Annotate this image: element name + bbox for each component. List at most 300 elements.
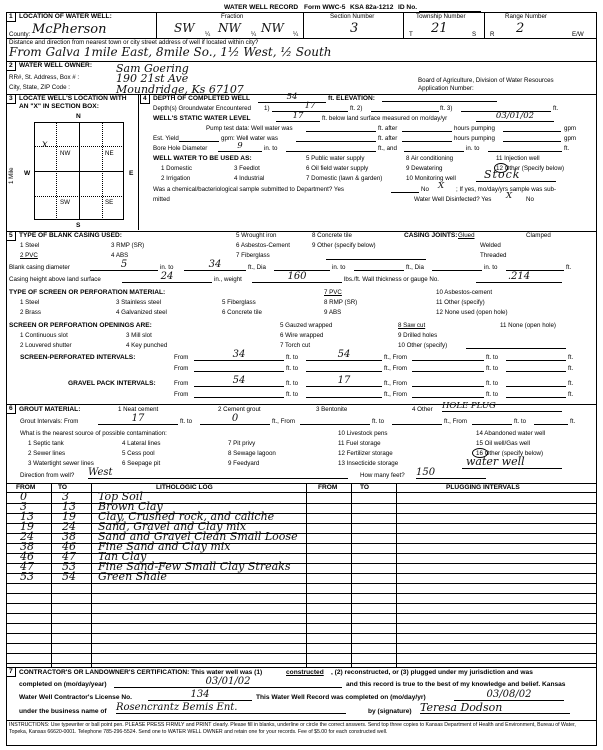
owner-name: Sam Goering: [116, 62, 189, 75]
water-well-record-form: [6, 4, 597, 746]
certification-label-2: , (2) reconstructed, or (3) plugged under my jurisdiction and was: [331, 669, 533, 676]
openings-label: SCREEN OR PERFORATION OPENINGS ARE:: [9, 322, 152, 329]
business-name: Rosencrantz Bemis Ent.: [116, 702, 346, 714]
casing-height: 24: [122, 271, 212, 283]
static-level-mid: ft. below land surface measured on mo/day/yr: [322, 115, 448, 122]
use-4: 4 Industrial: [234, 175, 265, 182]
feet-value: 150: [416, 467, 486, 479]
pump-gpm: gpm: [564, 125, 577, 132]
perf-ft: ft.: [568, 354, 574, 361]
disinfected-label: Water Well Disinfected? Yes: [414, 196, 492, 203]
casing-2: 2 PVC: [20, 252, 38, 259]
pump-after: ft. after: [378, 125, 398, 132]
gravel-from: 54: [194, 375, 284, 387]
completed-label: completed on (mo/day/year): [19, 681, 107, 688]
log-to-cell: 54: [62, 570, 76, 583]
divider: [354, 270, 404, 271]
grout-to-label-3: ft. to: [514, 418, 527, 425]
divider: [156, 12, 157, 38]
compass-n: N: [76, 113, 81, 120]
plug-from-header: FROM: [318, 484, 338, 491]
record-completed-date: 03/08/02: [454, 689, 564, 701]
opening-8: 8 Saw cut: [398, 322, 426, 329]
certification-constructed: constructed: [286, 669, 324, 676]
log-description-cell: Sand, Gravel and Clay mix: [98, 520, 247, 533]
form-number: Form WWC-5: [304, 4, 346, 11]
contam-11: 11 Fuel storage: [338, 440, 381, 447]
location-x-mark: x: [42, 139, 48, 150]
contam-6: 6 Seepage pit: [122, 460, 161, 467]
divider: [286, 151, 376, 152]
direction-label: Direction from well?: [20, 472, 75, 479]
screen-4: 4 Galvanized steel: [116, 309, 167, 316]
divider: [6, 492, 597, 493]
county-label: County:: [9, 31, 31, 38]
contam-16: 16 Other (specify below): [476, 450, 544, 457]
perf-from-label-2: From: [174, 365, 189, 372]
log-to-cell: 46: [62, 540, 76, 553]
gw-2-label: ft. 2): [350, 105, 363, 112]
divider: [306, 371, 382, 372]
divider: [412, 360, 484, 361]
perf-ft-2: ft.: [568, 365, 574, 372]
casing-9: 9 Other (specify below): [312, 242, 376, 249]
log-from-cell: 19: [20, 520, 34, 533]
county-value: McPherson: [32, 22, 107, 37]
city-label: City, State, ZIP Code :: [9, 84, 70, 91]
screen-12: 12 None used (open hole): [436, 309, 508, 316]
gravel-ft: ft.: [568, 380, 574, 387]
contam-10: 10 Livestock pens: [338, 430, 388, 437]
section-1-number: 1: [9, 13, 13, 20]
depth-value: 54: [258, 93, 326, 103]
license-label: Water Well Contractor's License No.: [19, 694, 132, 701]
perforated-intervals-label: SCREEN-PERFORATED INTERVALS:: [20, 354, 136, 361]
contam-7: 7 Pit privy: [228, 440, 256, 447]
log-row-line: [6, 533, 597, 534]
screen-1: 1 Steel: [20, 299, 40, 306]
log-row-line: [6, 513, 597, 514]
business-label: under the business name of: [19, 708, 107, 715]
divider: [432, 270, 482, 271]
log-from-cell: 38: [20, 540, 34, 553]
casing-7: 7 Fiberglass: [236, 252, 270, 259]
log-description-cell: Sand and Gravel Clean Small Loose: [98, 530, 298, 543]
range-prefix: R: [490, 31, 495, 38]
id-label: ID No.: [398, 4, 418, 11]
how-many-feet-label: How many feet?: [360, 472, 405, 479]
divider: [300, 424, 370, 425]
quarter-1: ¼: [205, 31, 211, 38]
section-number-label: Section Number: [330, 13, 375, 20]
plugging-intervals-header: PLUGGING INTERVALS: [446, 484, 520, 491]
signature: Teresa Dodson: [420, 702, 570, 714]
log-description-cell: Top Soil: [98, 490, 143, 503]
perf-to-label-3: ft. to: [286, 365, 299, 372]
divider: [194, 397, 284, 398]
owner-city: Moundridge, Ks 67107: [116, 83, 244, 96]
screen-10: 10 Asbestos-cement: [436, 289, 493, 296]
screen-8: 8 RMP (SR): [324, 299, 358, 306]
blank-depth: 34: [184, 259, 246, 271]
perf-ft-from: ft., From: [384, 354, 408, 361]
quadrant-nw: NW: [60, 150, 71, 157]
joint-clamped: Clamped: [526, 232, 551, 239]
completed-date: 03/01/02: [114, 676, 342, 688]
use-label: WELL WATER TO BE USED AS:: [153, 155, 252, 162]
ksa-ref: KSA 82a-1212: [350, 4, 394, 11]
divider: [506, 371, 566, 372]
casing-height-label: Casing height above land surface: [9, 276, 101, 283]
section-3-number: 3: [9, 95, 13, 102]
opening-3: 3 Mill slot: [126, 332, 152, 339]
blank-ft-dia: ft., Dia: [248, 264, 266, 271]
divider: [102, 122, 103, 220]
perf-to-label-2: ft. to: [486, 354, 499, 361]
gravel-ft-from: ft., From: [384, 380, 408, 387]
casing-6: 6 Asbestos-Cement: [236, 242, 290, 249]
contam-1: 1 Septic tank: [28, 440, 64, 447]
divider: [472, 424, 512, 425]
quadrant-sw: SW: [60, 199, 70, 206]
lithologic-log-header: LITHOLOGIC LOG: [156, 484, 213, 491]
grout-from: 17: [98, 413, 178, 425]
use-6: 6 Oil field water supply: [306, 165, 369, 172]
use-9: 9 Dewatering: [406, 165, 443, 172]
static-level-date: 03/01/02: [476, 112, 554, 122]
pump-test-label: Pump test data: Well water was: [206, 125, 293, 132]
log-to-cell: 19: [62, 510, 76, 523]
owner-label: WATER WELL OWNER:: [19, 62, 93, 69]
contam-4: 4 Lateral lines: [122, 440, 161, 447]
gravel-to-label-2: ft. to: [486, 380, 499, 387]
yield-label: Est. Yield: [153, 135, 179, 142]
yield-gpm: gpm: [564, 135, 577, 142]
contam-5: 5 Cess pool: [122, 450, 155, 457]
divider: [179, 141, 219, 142]
divider: [296, 141, 376, 142]
divider: [412, 386, 484, 387]
contam-14: 14 Abandoned water well: [476, 430, 546, 437]
application-number-label: Application Number:: [418, 85, 474, 92]
groundwater-label: Depth(s) Groundwater Encountered: [153, 105, 252, 112]
divider: [404, 151, 464, 152]
grout-intervals-label: Grout Intervals: From: [20, 418, 79, 425]
yield-hours: hours pumping: [454, 135, 495, 142]
quadrant-se: SE: [105, 199, 114, 206]
log-to-cell: 3: [62, 490, 69, 503]
bore-ft-2: ft.: [564, 145, 570, 152]
section-6-number: 6: [9, 405, 13, 412]
divider: [506, 397, 566, 398]
casing-label: TYPE OF BLANK CASING USED:: [19, 232, 122, 239]
section-2-number: 2: [9, 62, 13, 69]
log-description-cell: Fine Sand and Clay mix: [98, 540, 231, 553]
depth-label: DEPTH OF COMPLETED WELL: [153, 95, 251, 102]
divider: [6, 61, 597, 62]
divider: [506, 360, 566, 361]
blank-in-to: in. to: [160, 264, 174, 271]
divider: [488, 151, 562, 152]
log-description-cell: Clay, Crushed rock, and caliche: [98, 510, 275, 523]
divider: [412, 371, 484, 372]
divider: [402, 131, 452, 132]
fraction-1: SW: [174, 21, 195, 35]
divider: [412, 397, 484, 398]
quarter-3: ¼: [293, 31, 299, 38]
divider: [503, 141, 561, 142]
grout-label: GROUT MATERIAL:: [19, 406, 81, 413]
record-true-label: and this record is true to the best of my knowledge and belief. Kansas: [346, 681, 566, 688]
log-row-line: [6, 643, 597, 644]
log-to-cell: 38: [62, 530, 76, 543]
divider: [306, 131, 376, 132]
gravel-from-label: From: [174, 380, 189, 387]
direction-value: West: [88, 467, 348, 479]
divider: [91, 483, 92, 667]
bore-ft-and: ft., and: [378, 145, 397, 152]
fraction-3: NW: [261, 21, 284, 35]
contam-12: 12 Fertilizer storage: [338, 450, 393, 457]
quadrant-ne: NE: [105, 150, 114, 157]
bore-label: Bore Hole Diameter: [153, 145, 208, 152]
log-from-header: FROM: [16, 484, 36, 491]
divider: [396, 483, 397, 667]
address-label: RR#, St. Address, Box # :: [9, 74, 80, 81]
grout-1: 1 Neat cement: [118, 406, 159, 413]
fraction-2: NW: [218, 21, 241, 35]
gravel-to: 17: [306, 375, 382, 387]
range-number: 2: [516, 21, 525, 36]
use-5: 5 Public water supply: [306, 155, 365, 162]
casing-weight: 160: [252, 271, 342, 283]
yield-mid: gpm: Well water was: [221, 135, 278, 142]
static-level-label: WELL'S STATIC WATER LEVEL: [153, 115, 251, 122]
use-8: 8 Air conditioning: [406, 155, 454, 162]
township-prefix: T: [409, 31, 413, 38]
screen-material-label: TYPE OF SCREEN OR PERFORATION MATERIAL:: [9, 289, 166, 296]
yield-after: ft. after: [378, 135, 398, 142]
gw-end: ft.: [553, 105, 559, 112]
grout-to: 0: [200, 413, 270, 425]
screen-3: 3 Stainless steel: [116, 299, 162, 306]
opening-7: 7 Torch cut: [280, 342, 311, 349]
blank-in-to-3: in. to: [484, 264, 498, 271]
contam-2: 2 Sewer lines: [28, 450, 66, 457]
log-from-cell: 24: [20, 530, 34, 543]
log-row-line: [6, 563, 597, 564]
contam-8: 8 Sewage lagoon: [228, 450, 276, 457]
casing-8: 8 Concrete tile: [312, 232, 352, 239]
divider: [506, 386, 566, 387]
log-row-line: [6, 623, 597, 624]
blank-ft-dia-2: ft., Dia: [406, 264, 424, 271]
divider: [34, 171, 124, 172]
casing-3: 3 RMP (SR): [111, 242, 145, 249]
grout-ft: ft.: [570, 418, 576, 425]
contam-15: 15 Oil well/Gas well: [476, 440, 530, 447]
divider: [503, 131, 561, 132]
elevation-label: ft. ELEVATION:: [328, 95, 376, 102]
contamination-label: What is the nearest source of possible contamination:: [20, 430, 167, 437]
compass-e: E: [129, 170, 134, 177]
divider: [56, 122, 57, 220]
gravel-to-label-4: ft. to: [486, 391, 499, 398]
log-to-cell: 13: [62, 500, 76, 513]
use-11: 11 Injection well: [496, 155, 540, 162]
log-row-line: [6, 593, 597, 594]
gravel-from-label-2: From: [174, 391, 189, 398]
quarter-2: ¼: [251, 31, 257, 38]
locate-label: LOCATE WELL'S LOCATION WITH: [19, 95, 127, 102]
divider: [476, 181, 556, 182]
instructions: INSTRUCTIONS: Use typewriter or ball point pen. PLEASE PRESS FIRMLY and PRINT clearly. Please fill in blanks, underline or circle the correct answers. Send top three copies to Kansas Department of Health and Environment, Bureau of Water, Topeka, Kansas 66620-0001. Telephone 785-296-5524. Send one to WATER WELL OWNER and retain one for your records. Fee of $5.00 for each constructed well.: [9, 722, 576, 735]
divider: [402, 141, 452, 142]
fraction-label: Fraction: [221, 13, 244, 20]
static-level: 17: [276, 112, 320, 122]
plug-to-header: TO: [360, 484, 370, 491]
disinfected-no: No: [526, 196, 534, 203]
log-from-cell: 53: [20, 570, 34, 583]
contam-9: 9 Feedyard: [228, 460, 260, 467]
signature-label: by (signature): [368, 708, 412, 715]
divider: [34, 196, 124, 197]
distance-label: Distance and direction from nearest town or city street address of well if located within city?: [9, 39, 259, 46]
contam-13: 13 Insecticide storage: [338, 460, 399, 467]
gravel-ft-2: ft.: [568, 391, 574, 398]
joint-welded: Welded: [480, 242, 501, 249]
divider: [403, 12, 404, 38]
blank-in-to-2: in. to: [332, 264, 346, 271]
divider: [138, 94, 139, 230]
compass-s: S: [76, 222, 81, 229]
log-from-cell: 3: [20, 500, 27, 513]
perf-to: 54: [306, 349, 382, 361]
casing-5: 5 Wrought iron: [236, 232, 277, 239]
screen-11: 11 Other (specify): [436, 299, 485, 306]
grout-other-value: HOLE PLUG: [442, 402, 562, 412]
divider: [6, 667, 597, 668]
divider: [326, 259, 426, 260]
grout-ft-from: ft., From: [272, 418, 296, 425]
mile-label: 1 Mile: [8, 167, 15, 184]
opening-2: 2 Louvered shutter: [20, 342, 72, 349]
chem-ifyes: ; If yes, mo/day/yrs sample was sub-: [456, 186, 557, 193]
screen-9: 9 ABS: [324, 309, 342, 316]
form-title: WATER WELL RECORD: [224, 4, 299, 11]
certification-label: CONTRACTOR'S OR LANDOWNER'S CERTIFICATION: This water well was (1): [19, 669, 263, 676]
groundwater-1: 17: [272, 102, 348, 112]
perf-from: 34: [194, 349, 284, 361]
log-row-line: [6, 663, 597, 664]
chem-no-x: X: [438, 181, 445, 191]
gravel-to-label-3: ft. to: [286, 391, 299, 398]
gw-3-label: ft. 3): [440, 105, 453, 112]
perf-ft-from-2: ft., From: [384, 365, 408, 372]
log-from-cell: 47: [20, 560, 34, 573]
divider: [391, 192, 419, 193]
log-from-cell: 13: [20, 510, 34, 523]
divider: [306, 483, 307, 667]
screen-2: 2 Brass: [20, 309, 41, 316]
range-suffix: E/W: [572, 31, 584, 38]
section-5-number: 5: [9, 232, 13, 239]
joint-threaded: Threaded: [480, 252, 507, 259]
use-10: 10 Monitoring well: [406, 175, 456, 182]
divider: [306, 397, 382, 398]
divider: [534, 424, 568, 425]
log-to-cell: 47: [62, 550, 76, 563]
contam-3: 3 Watertight sewer lines: [28, 460, 94, 467]
bore-in-to: in. to: [264, 145, 278, 152]
bore-in-to-2: in. to: [466, 145, 480, 152]
opening-4: 4 Key punched: [126, 342, 168, 349]
log-from-cell: 46: [20, 550, 34, 563]
screen-7: 7 PVC: [324, 289, 342, 296]
grout-4: 4 Other: [412, 406, 433, 413]
log-description-cell: Brown Clay: [98, 500, 163, 513]
log-row-line: [6, 523, 597, 524]
log-from-cell: 0: [20, 490, 27, 503]
log-row-line: [6, 613, 597, 614]
opening-5: 5 Gauzed wrapped: [280, 322, 333, 329]
log-to-cell: 53: [62, 560, 76, 573]
mitted-label: mitted: [153, 196, 170, 203]
grout-to-label-2: ft. to: [372, 418, 385, 425]
opening-1: 1 Continuous slot: [20, 332, 68, 339]
log-row-line: [6, 573, 597, 574]
use-1: 1 Domestic: [161, 165, 192, 172]
joints-label: CASING JOINTS:: [404, 232, 458, 239]
log-description-cell: Green Shale: [98, 570, 167, 583]
divider: [51, 483, 52, 667]
gravel-ft-from-2: ft., From: [384, 391, 408, 398]
log-row-line: [6, 653, 597, 654]
chem-no-label: No: [421, 186, 429, 193]
log-row-line: [6, 553, 597, 554]
opening-9: 9 Drilled holes: [398, 332, 438, 339]
township-label: Township Number: [416, 13, 466, 20]
location-label: LOCATION OF WATER WELL:: [19, 13, 112, 20]
wall-gauge: .214: [476, 271, 562, 283]
range-label: Range Number: [505, 13, 547, 20]
opening-6: 6 Wire wrapped: [280, 332, 324, 339]
casing-weight-label: in., weight: [214, 276, 242, 283]
grout-to-label: ft. to: [180, 418, 193, 425]
locate-label-2: AN "X" IN SECTION BOX:: [19, 103, 99, 110]
opening-11: 11 None (open hole): [500, 322, 556, 329]
perf-from-label: From: [174, 354, 189, 361]
log-description-cell: Fine Sand-Few Small Clay Streaks: [98, 560, 291, 573]
screen-5: 5 Fiberglass: [222, 299, 256, 306]
screen-6: 6 Concrete tile: [222, 309, 262, 316]
perf-to-label: ft. to: [286, 354, 299, 361]
grout-2: 2 Cement grout: [218, 406, 261, 413]
grout-ft-from-2: ft., From: [444, 418, 468, 425]
distance-value: From Galva 1mile East, 8mile So., 1½ West, ½ South: [9, 45, 332, 59]
use-7: 7 Domestic (lawn & garden): [306, 175, 383, 182]
log-row-line: [6, 603, 597, 604]
use-3: 3 Feedlot: [234, 165, 260, 172]
township-number: 21: [431, 21, 448, 36]
divider: [392, 424, 442, 425]
use-2: 2 Irrigation: [161, 175, 191, 182]
section-number: 3: [350, 21, 359, 36]
divider: [6, 720, 597, 721]
owner-address: 190 21st Ave: [116, 72, 189, 85]
casing-4: 4 ABS: [111, 252, 129, 259]
disinfected-x: X: [506, 191, 513, 201]
